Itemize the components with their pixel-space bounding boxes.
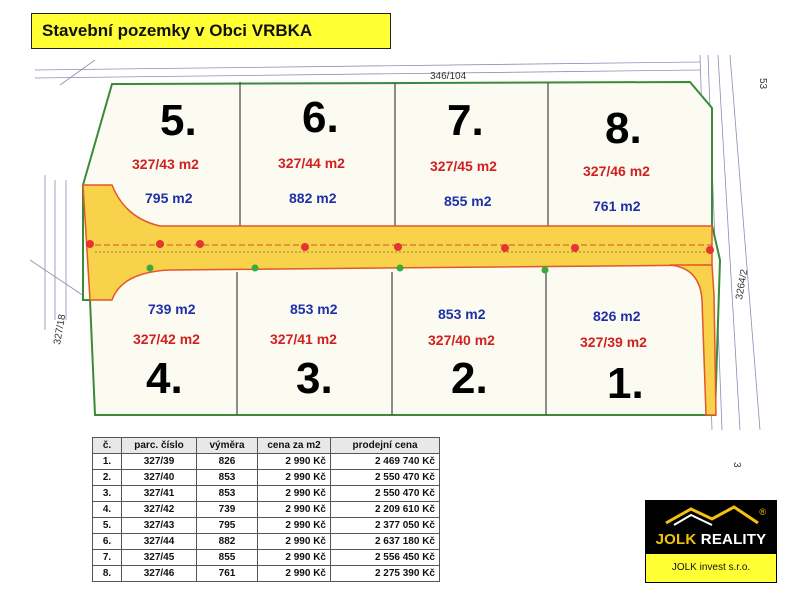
plot-number: 5. bbox=[160, 96, 197, 145]
table-cell: 2 377 050 Kč bbox=[331, 518, 440, 534]
table-cell: 327/42 bbox=[122, 502, 197, 518]
plot-number: 4. bbox=[146, 354, 183, 403]
plot-parcel: 327/45 m2 bbox=[430, 158, 497, 174]
logo-subtitle: JOLK invest s.r.o. bbox=[646, 554, 776, 582]
plot-parcel: 327/42 m2 bbox=[133, 331, 200, 347]
table-cell: 795 bbox=[197, 518, 258, 534]
plot-number: 3. bbox=[296, 354, 333, 403]
table-cell: 2 550 470 Kč bbox=[331, 470, 440, 486]
plot-area: 739 m2 bbox=[148, 301, 196, 317]
table-cell: 2 990 Kč bbox=[258, 502, 331, 518]
company-logo bbox=[645, 500, 777, 583]
plot-number: 8. bbox=[605, 104, 642, 153]
logo-name-b: REALITY bbox=[696, 531, 767, 548]
table-row bbox=[93, 518, 440, 534]
right-label: 3 bbox=[731, 462, 742, 468]
corner-label: 53 bbox=[757, 78, 768, 90]
table-row bbox=[93, 550, 440, 566]
table-cell: 327/40 bbox=[122, 470, 197, 486]
table-cell: 882 bbox=[197, 534, 258, 550]
table-cell: 2 469 740 Kč bbox=[331, 454, 440, 470]
table-cell: 826 bbox=[197, 454, 258, 470]
col-header: výměra bbox=[197, 438, 258, 454]
table-cell: 853 bbox=[197, 486, 258, 502]
table-cell: 8. bbox=[93, 566, 122, 582]
table-cell: 2 550 470 Kč bbox=[331, 486, 440, 502]
table-cell: 2 990 Kč bbox=[258, 470, 331, 486]
table-row bbox=[93, 534, 440, 550]
table-cell: 2. bbox=[93, 470, 122, 486]
table-cell: 2 275 390 Kč bbox=[331, 566, 440, 582]
plot-parcel: 327/41 m2 bbox=[270, 331, 337, 347]
table-cell: 2 990 Kč bbox=[258, 550, 331, 566]
plot-number: 2. bbox=[451, 354, 488, 403]
table-cell: 4. bbox=[93, 502, 122, 518]
table-cell: 3. bbox=[93, 486, 122, 502]
col-header: č. bbox=[93, 438, 122, 454]
plot-area: 853 m2 bbox=[290, 301, 338, 317]
table-row bbox=[93, 566, 440, 582]
logo-name bbox=[646, 531, 776, 548]
plot-area: 795 m2 bbox=[145, 190, 193, 206]
price-table bbox=[92, 437, 440, 582]
table-row bbox=[93, 470, 440, 486]
road-label-top: 346/104 bbox=[430, 71, 467, 82]
table-cell: 2 990 Kč bbox=[258, 486, 331, 502]
table-cell: 761 bbox=[197, 566, 258, 582]
table-cell: 5. bbox=[93, 518, 122, 534]
table-cell: 2 637 180 Kč bbox=[331, 534, 440, 550]
table-cell: 327/41 bbox=[122, 486, 197, 502]
road-label-left: 327/18 bbox=[52, 313, 69, 346]
table-cell: 2 209 610 Kč bbox=[331, 502, 440, 518]
plot-area: 761 m2 bbox=[593, 198, 641, 214]
table-cell: 2 990 Kč bbox=[258, 534, 331, 550]
registered-mark: ® bbox=[759, 507, 766, 517]
table-cell: 327/45 bbox=[122, 550, 197, 566]
table-cell: 2 990 Kč bbox=[258, 518, 331, 534]
table-cell: 2 556 450 Kč bbox=[331, 550, 440, 566]
table-row bbox=[93, 502, 440, 518]
roof-icon bbox=[646, 501, 778, 531]
table-cell: 2 990 Kč bbox=[258, 454, 331, 470]
table-cell: 1. bbox=[93, 454, 122, 470]
table-cell: 327/46 bbox=[122, 566, 197, 582]
table-cell: 855 bbox=[197, 550, 258, 566]
page-title: Stavební pozemky v Obci VRBKA bbox=[31, 13, 391, 49]
plot-area: 855 m2 bbox=[444, 193, 492, 209]
table-cell: 739 bbox=[197, 502, 258, 518]
table-cell: 327/39 bbox=[122, 454, 197, 470]
plot-parcel: 327/39 m2 bbox=[580, 334, 647, 350]
table-cell: 327/44 bbox=[122, 534, 197, 550]
table-cell: 853 bbox=[197, 470, 258, 486]
table-cell: 7. bbox=[93, 550, 122, 566]
table-row bbox=[93, 486, 440, 502]
plot-number: 7. bbox=[447, 96, 484, 145]
col-header: cena za m2 bbox=[258, 438, 331, 454]
plot-area: 882 m2 bbox=[289, 190, 337, 206]
plot-parcel: 327/40 m2 bbox=[428, 332, 495, 348]
plot-area: 853 m2 bbox=[438, 306, 486, 322]
plot-parcel: 327/43 m2 bbox=[132, 156, 199, 172]
plot-parcel: 327/44 m2 bbox=[278, 155, 345, 171]
table-cell: 2 990 Kč bbox=[258, 566, 331, 582]
plot-number: 6. bbox=[302, 93, 339, 142]
plot-parcel: 327/46 m2 bbox=[583, 163, 650, 179]
table-cell: 6. bbox=[93, 534, 122, 550]
col-header: parc. číslo bbox=[122, 438, 197, 454]
table-cell: 327/43 bbox=[122, 518, 197, 534]
table-header-row bbox=[93, 438, 440, 454]
plot-number: 1. bbox=[607, 359, 644, 408]
col-header: prodejní cena bbox=[331, 438, 440, 454]
road-label-right: 3264/2 bbox=[734, 268, 751, 301]
table-row bbox=[93, 454, 440, 470]
logo-name-a: JOLK bbox=[655, 531, 697, 548]
plot-area: 826 m2 bbox=[593, 308, 641, 324]
